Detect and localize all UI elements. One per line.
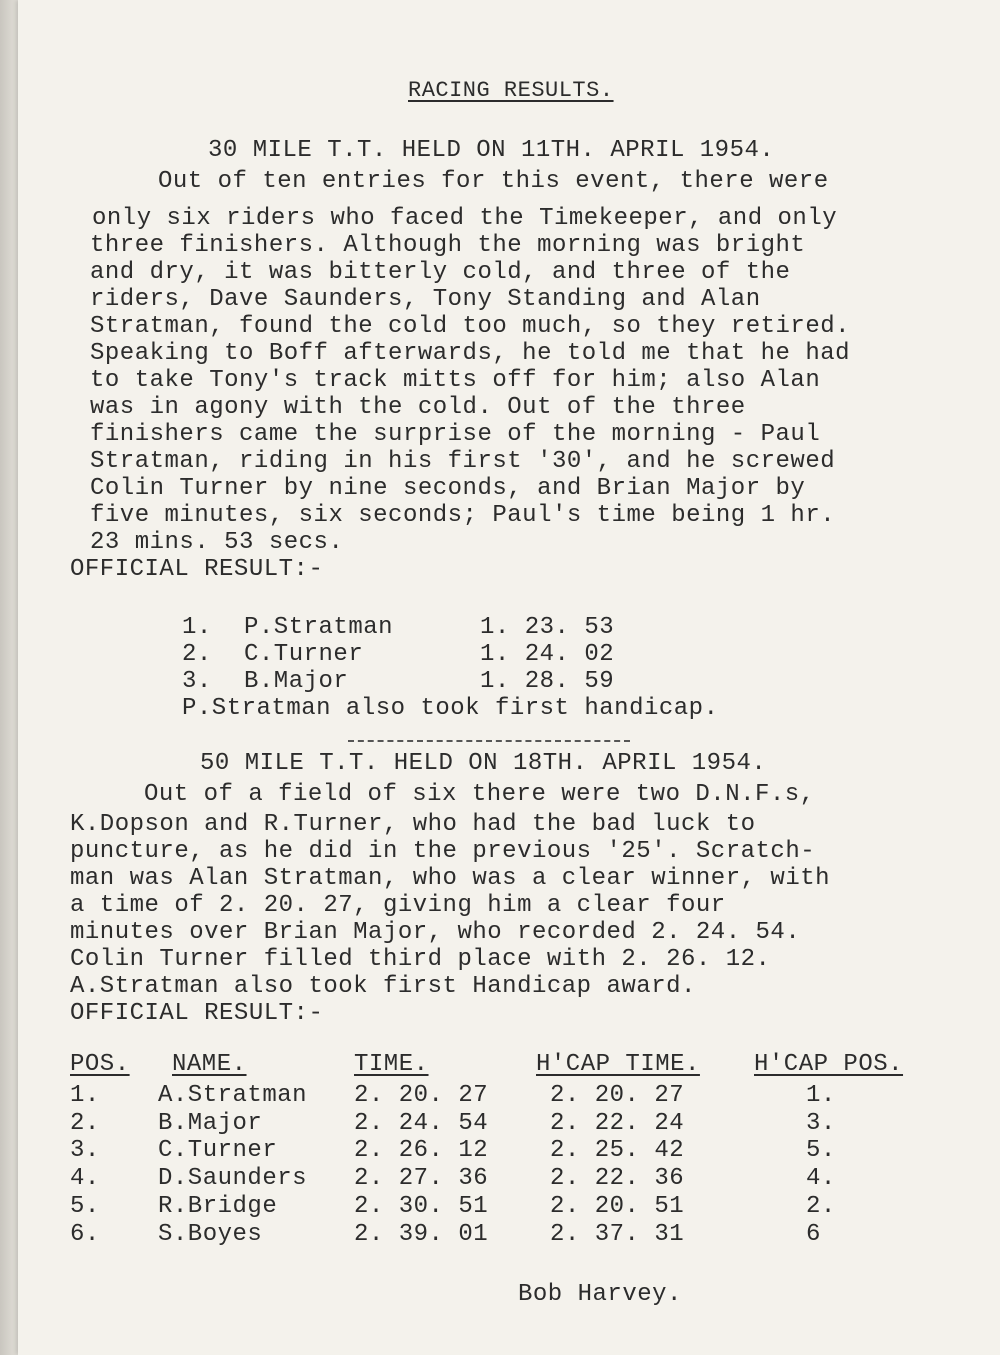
race1-result-pos: 1. <box>182 614 212 641</box>
race2-line: man was Alan Stratman, who was a clear winner, with <box>70 865 831 892</box>
cell-hcap-pos: 3. <box>806 1110 836 1137</box>
cell-pos: 5. <box>70 1193 100 1220</box>
race2-line: K.Dopson and R.Turner, who had the bad luck to <box>70 811 756 838</box>
race1-result-pos: 3. <box>182 668 212 695</box>
race1-result-name: P.Stratman <box>244 614 394 641</box>
cell-hcap-time: 2. 37. 31 <box>550 1221 685 1248</box>
cell-name: D.Saunders <box>158 1165 308 1192</box>
document-page <box>18 0 1000 1355</box>
race1-official-label: OFFICIAL RESULT:- <box>70 556 324 583</box>
author-signature: Bob Harvey. <box>518 1281 682 1308</box>
race2-line: Colin Turner filled third place with 2. 26. 12. <box>70 946 771 973</box>
race1-line: Speaking to Boff afterwards, he told me that he had <box>90 340 851 367</box>
page-title: RACING RESULTS. <box>408 78 614 103</box>
race2-line: Out of a field of six there were two D.N.F.s, <box>144 781 815 808</box>
cell-pos: 3. <box>70 1137 100 1164</box>
cell-pos: 4. <box>70 1165 100 1192</box>
race1-line: Stratman, found the cold too much, so they retired. <box>90 313 851 340</box>
race1-line: was in agony with the cold. Out of the three <box>90 394 746 421</box>
race1-line: three finishers. Although the morning was bright <box>90 232 806 259</box>
cell-hcap-pos: 4. <box>806 1165 836 1192</box>
cell-name: B.Major <box>158 1110 263 1137</box>
cell-pos: 2. <box>70 1110 100 1137</box>
race1-line: finishers came the surprise of the morning - Paul <box>90 421 821 448</box>
race1-line: Out of ten entries for this event, there were <box>158 168 829 195</box>
race1-result-time: 1. 28. 59 <box>480 668 615 695</box>
race1-result-time: 1. 23. 53 <box>480 614 615 641</box>
race1-line: 23 mins. 53 secs. <box>90 529 344 556</box>
cell-time: 2. 27. 36 <box>354 1165 489 1192</box>
race1-note: P.Stratman also took first handicap. <box>182 695 719 722</box>
column-header-pos: POS. <box>70 1051 130 1078</box>
cell-time: 2. 30. 51 <box>354 1193 489 1220</box>
cell-time: 2. 20. 27 <box>354 1082 489 1109</box>
cell-hcap-pos: 2. <box>806 1193 836 1220</box>
cell-hcap-pos: 1. <box>806 1082 836 1109</box>
cell-name: R.Bridge <box>158 1193 278 1220</box>
race2-line: minutes over Brian Major, who recorded 2. 24. 54. <box>70 919 801 946</box>
race2-line: A.Stratman also took first Handicap award. <box>70 973 696 1000</box>
cell-hcap-time: 2. 20. 51 <box>550 1193 685 1220</box>
cell-hcap-pos: 6 <box>806 1221 821 1248</box>
race1-line: only six riders who faced the Timekeeper, and only <box>92 205 838 232</box>
race2-heading: 50 MILE T.T. HELD ON 18TH. APRIL 1954. <box>200 750 767 777</box>
race1-result-name: B.Major <box>244 668 349 695</box>
cell-hcap-time: 2. 20. 27 <box>550 1082 685 1109</box>
cell-name: A.Stratman <box>158 1082 308 1109</box>
race2-line: puncture, as he did in the previous '25'. Scratch- <box>70 838 816 865</box>
page-edge <box>0 0 18 1355</box>
race2-official-label: OFFICIAL RESULT:- <box>70 1000 324 1027</box>
race1-result-pos: 2. <box>182 641 212 668</box>
cell-pos: 6. <box>70 1221 100 1248</box>
cell-name: C.Turner <box>158 1137 278 1164</box>
race1-heading: 30 MILE T.T. HELD ON 11TH. APRIL 1954. <box>208 137 775 164</box>
cell-time: 2. 26. 12 <box>354 1137 489 1164</box>
race1-line: Colin Turner by nine seconds, and Brian Major by <box>90 475 806 502</box>
race1-line: to take Tony's track mitts off for him; also Alan <box>90 367 821 394</box>
race1-line: and dry, it was bitterly cold, and three of the <box>90 259 791 286</box>
cell-name: S.Boyes <box>158 1221 263 1248</box>
column-header-hcap-time: H'CAP TIME. <box>536 1051 700 1078</box>
cell-time: 2. 24. 54 <box>354 1110 489 1137</box>
cell-hcap-time: 2. 22. 36 <box>550 1165 685 1192</box>
race1-result-name: C.Turner <box>244 641 364 668</box>
race1-line: five minutes, six seconds; Paul's time being 1 hr. <box>90 502 836 529</box>
race1-line: riders, Dave Saunders, Tony Standing and Alan <box>90 286 761 313</box>
cell-hcap-time: 2. 25. 42 <box>550 1137 685 1164</box>
cell-pos: 1. <box>70 1082 100 1109</box>
race2-line: a time of 2. 20. 27, giving him a clear four <box>70 892 726 919</box>
column-header-hcap-pos: H'CAP POS. <box>754 1051 904 1078</box>
column-header-name: NAME. <box>172 1051 247 1078</box>
cell-hcap-pos: 5. <box>806 1137 836 1164</box>
column-header-time: TIME. <box>354 1051 429 1078</box>
section-divider <box>348 740 630 742</box>
race1-line: Stratman, riding in his first '30', and he screwed <box>90 448 836 475</box>
race1-result-time: 1. 24. 02 <box>480 641 615 668</box>
cell-hcap-time: 2. 22. 24 <box>550 1110 685 1137</box>
cell-time: 2. 39. 01 <box>354 1221 489 1248</box>
